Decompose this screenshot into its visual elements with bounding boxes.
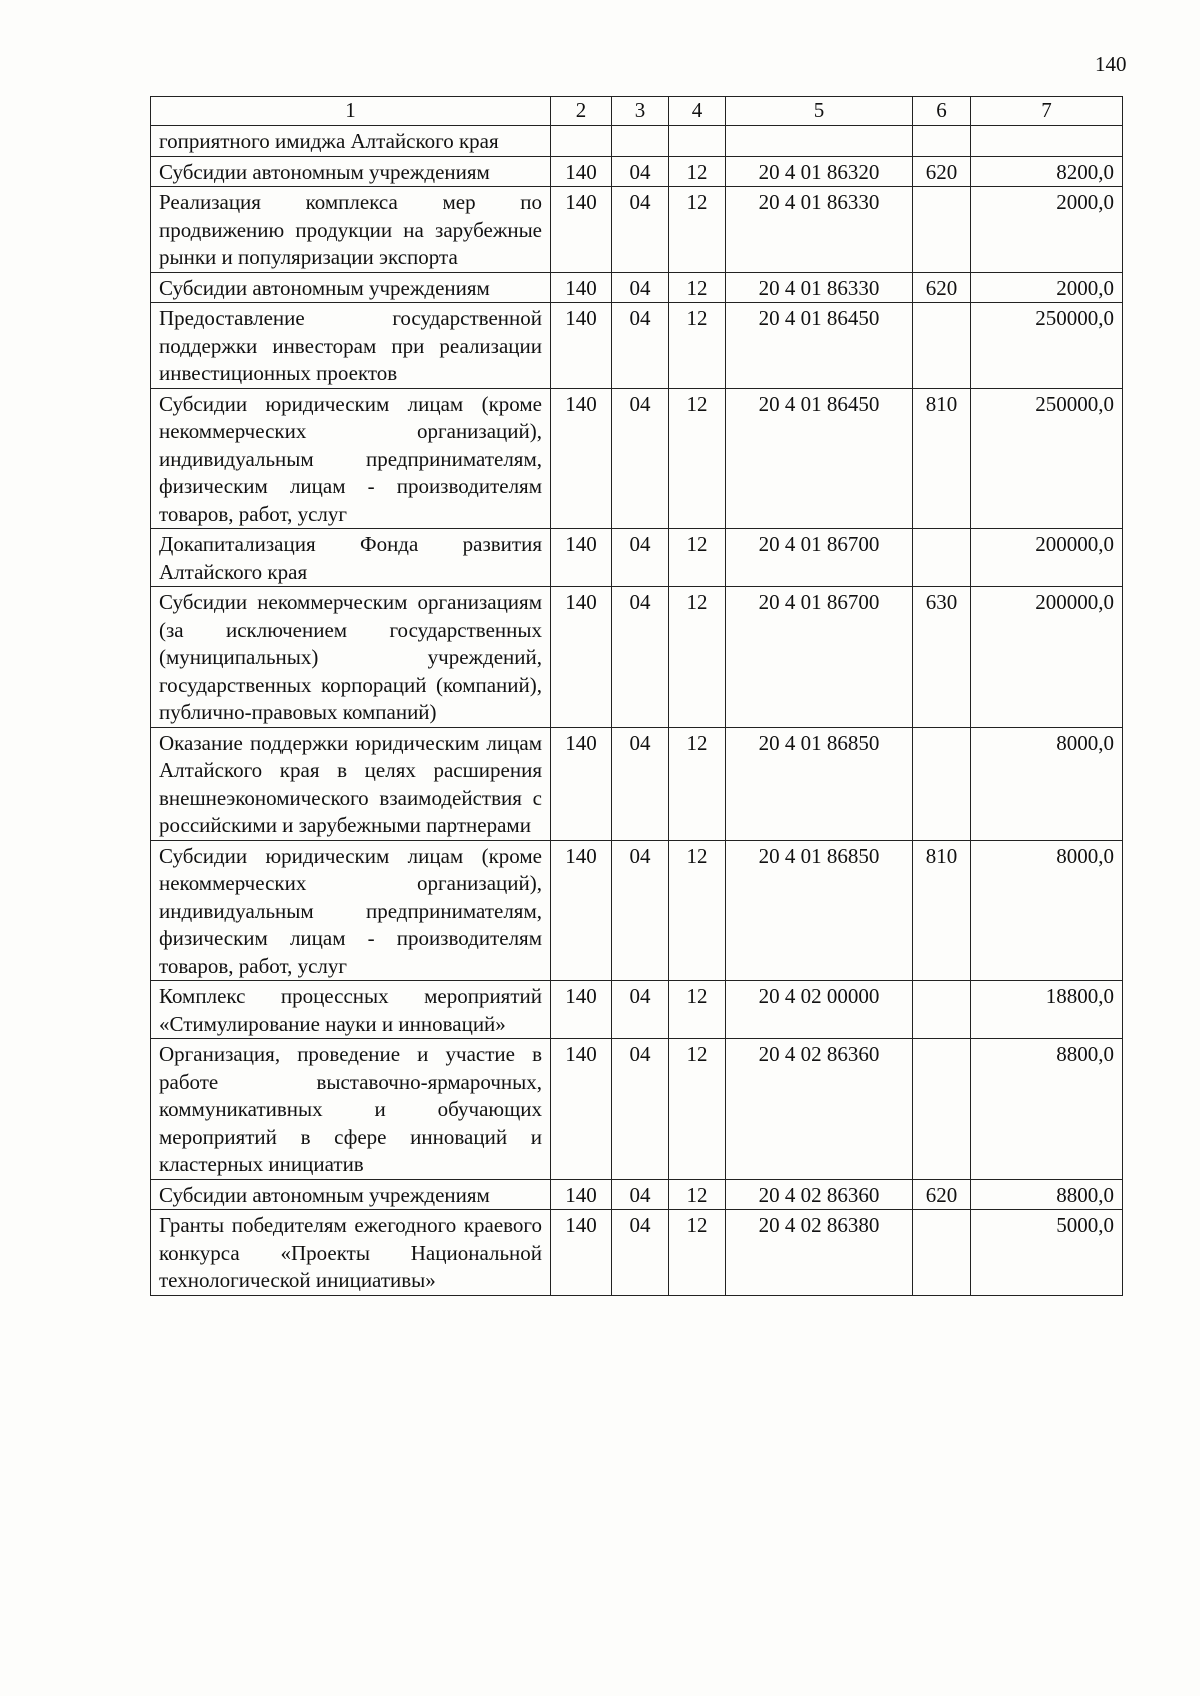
subsection-cell: 12 — [669, 529, 726, 587]
item-name-cell: Предоставление государственной поддержки инвесторам при реализации инвестиционных проектов — [151, 303, 551, 389]
target-article-cell: 20 4 02 00000 — [726, 981, 913, 1039]
amount-cell: 8800,0 — [971, 1179, 1123, 1210]
code-cell — [551, 126, 612, 157]
table-row — [151, 272, 1123, 303]
amount-cell: 8000,0 — [971, 840, 1123, 981]
target-article-cell: 20 4 02 86380 — [726, 1210, 913, 1296]
code-cell: 140 — [551, 840, 612, 981]
table-row — [151, 156, 1123, 187]
item-name-cell: Субсидии автономным учреждениям — [151, 156, 551, 187]
expense-type-cell: 620 — [913, 272, 971, 303]
item-name-cell: Комплекс процессных мероприятий «Стимулирование науки и инноваций» — [151, 981, 551, 1039]
section-cell: 04 — [612, 840, 669, 981]
target-article-cell: 20 4 01 86700 — [726, 587, 913, 728]
subsection-cell: 12 — [669, 727, 726, 840]
table-row — [151, 840, 1123, 981]
amount-cell: 18800,0 — [971, 981, 1123, 1039]
subsection-cell: 12 — [669, 388, 726, 529]
column-header: 3 — [612, 97, 669, 126]
subsection-cell: 12 — [669, 840, 726, 981]
section-cell: 04 — [612, 187, 669, 273]
section-cell: 04 — [612, 529, 669, 587]
code-cell: 140 — [551, 529, 612, 587]
expense-type-cell: 630 — [913, 587, 971, 728]
table-body — [151, 126, 1123, 1296]
item-name-cell: Гранты победителям ежегодного краевого конкурса «Проекты Национальной технологической инициативы» — [151, 1210, 551, 1296]
amount-cell: 2000,0 — [971, 187, 1123, 273]
code-cell: 140 — [551, 1039, 612, 1180]
target-article-cell: 20 4 01 86320 — [726, 156, 913, 187]
section-cell: 04 — [612, 981, 669, 1039]
table-row — [151, 727, 1123, 840]
expense-type-cell: 810 — [913, 388, 971, 529]
target-article-cell: 20 4 01 86850 — [726, 840, 913, 981]
subsection-cell: 12 — [669, 981, 726, 1039]
table-row — [151, 388, 1123, 529]
code-cell: 140 — [551, 187, 612, 273]
table-row — [151, 187, 1123, 273]
target-article-cell: 20 4 01 86700 — [726, 529, 913, 587]
item-name-cell: Оказание поддержки юридическим лицам Алтайского края в целях расширения внешнеэкономического взаимодействия с российскими и зарубежными партнерами — [151, 727, 551, 840]
target-article-cell: 20 4 01 86450 — [726, 303, 913, 389]
column-header: 2 — [551, 97, 612, 126]
code-cell: 140 — [551, 388, 612, 529]
column-header: 7 — [971, 97, 1123, 126]
section-cell: 04 — [612, 587, 669, 728]
code-cell: 140 — [551, 272, 612, 303]
amount-cell: 200000,0 — [971, 529, 1123, 587]
code-cell: 140 — [551, 587, 612, 728]
table-row — [151, 981, 1123, 1039]
expense-type-cell — [913, 981, 971, 1039]
item-name-cell: Субсидии автономным учреждениям — [151, 1179, 551, 1210]
code-cell: 140 — [551, 303, 612, 389]
item-name-cell: гоприятного имиджа Алтайского края — [151, 126, 551, 157]
expense-type-cell: 620 — [913, 1179, 971, 1210]
subsection-cell — [669, 126, 726, 157]
amount-cell: 5000,0 — [971, 1210, 1123, 1296]
item-name-cell: Субсидии юридическим лицам (кроме некоммерческих организаций), индивидуальным предпринимателям, физическим лицам - производителям товаров, работ, услуг — [151, 840, 551, 981]
amount-cell: 2000,0 — [971, 272, 1123, 303]
expense-type-cell: 620 — [913, 156, 971, 187]
code-cell: 140 — [551, 1210, 612, 1296]
item-name-cell: Докапитализация Фонда развития Алтайского края — [151, 529, 551, 587]
target-article-cell: 20 4 01 86330 — [726, 272, 913, 303]
subsection-cell: 12 — [669, 303, 726, 389]
table-row — [151, 587, 1123, 728]
subsection-cell: 12 — [669, 272, 726, 303]
budget-table — [150, 96, 1123, 1296]
column-header: 4 — [669, 97, 726, 126]
amount-cell: 8000,0 — [971, 727, 1123, 840]
code-cell: 140 — [551, 1179, 612, 1210]
subsection-cell: 12 — [669, 1039, 726, 1180]
subsection-cell: 12 — [669, 187, 726, 273]
section-cell: 04 — [612, 1179, 669, 1210]
expense-type-cell — [913, 1210, 971, 1296]
target-article-cell: 20 4 01 86450 — [726, 388, 913, 529]
amount-cell: 250000,0 — [971, 303, 1123, 389]
expense-type-cell — [913, 187, 971, 273]
amount-cell — [971, 126, 1123, 157]
table-row — [151, 126, 1123, 157]
subsection-cell: 12 — [669, 1179, 726, 1210]
code-cell: 140 — [551, 156, 612, 187]
table-row — [151, 303, 1123, 389]
expense-type-cell: 810 — [913, 840, 971, 981]
amount-cell: 250000,0 — [971, 388, 1123, 529]
target-article-cell: 20 4 01 86330 — [726, 187, 913, 273]
item-name-cell: Организация, проведение и участие в работе выставочно-ярмарочных, коммуникативных и обучающих мероприятий в сфере инноваций и кластерных инициатив — [151, 1039, 551, 1180]
expense-type-cell — [913, 529, 971, 587]
expense-type-cell — [913, 303, 971, 389]
target-article-cell — [726, 126, 913, 157]
subsection-cell: 12 — [669, 156, 726, 187]
amount-cell: 200000,0 — [971, 587, 1123, 728]
amount-cell: 8200,0 — [971, 156, 1123, 187]
target-article-cell: 20 4 01 86850 — [726, 727, 913, 840]
item-name-cell: Реализация комплекса мер по продвижению продукции на зарубежные рынки и популяризации экспорта — [151, 187, 551, 273]
header-row — [151, 97, 1123, 126]
section-cell: 04 — [612, 156, 669, 187]
column-header: 6 — [913, 97, 971, 126]
code-cell: 140 — [551, 981, 612, 1039]
expense-type-cell — [913, 126, 971, 157]
section-cell: 04 — [612, 727, 669, 840]
expense-type-cell — [913, 727, 971, 840]
subsection-cell: 12 — [669, 1210, 726, 1296]
column-header: 5 — [726, 97, 913, 126]
table-row — [151, 529, 1123, 587]
subsection-cell: 12 — [669, 587, 726, 728]
item-name-cell: Субсидии юридическим лицам (кроме некоммерческих организаций), индивидуальным предпринимателям, физическим лицам - производителям товаров, работ, услуг — [151, 388, 551, 529]
section-cell — [612, 126, 669, 157]
table-row — [151, 1179, 1123, 1210]
target-article-cell: 20 4 02 86360 — [726, 1179, 913, 1210]
page-number: 140 — [1095, 52, 1127, 76]
section-cell: 04 — [612, 1039, 669, 1180]
target-article-cell: 20 4 02 86360 — [726, 1039, 913, 1180]
section-cell: 04 — [612, 303, 669, 389]
section-cell: 04 — [612, 388, 669, 529]
expense-type-cell — [913, 1039, 971, 1180]
table-row — [151, 1039, 1123, 1180]
section-cell: 04 — [612, 1210, 669, 1296]
code-cell: 140 — [551, 727, 612, 840]
item-name-cell: Субсидии автономным учреждениям — [151, 272, 551, 303]
item-name-cell: Субсидии некоммерческим организациям (за исключением государственных (муниципальных) учреждений, государственных корпораций (компаний), публично-правовых компаний) — [151, 587, 551, 728]
section-cell: 04 — [612, 272, 669, 303]
amount-cell: 8800,0 — [971, 1039, 1123, 1180]
column-header: 1 — [151, 97, 551, 126]
table-row — [151, 1210, 1123, 1296]
